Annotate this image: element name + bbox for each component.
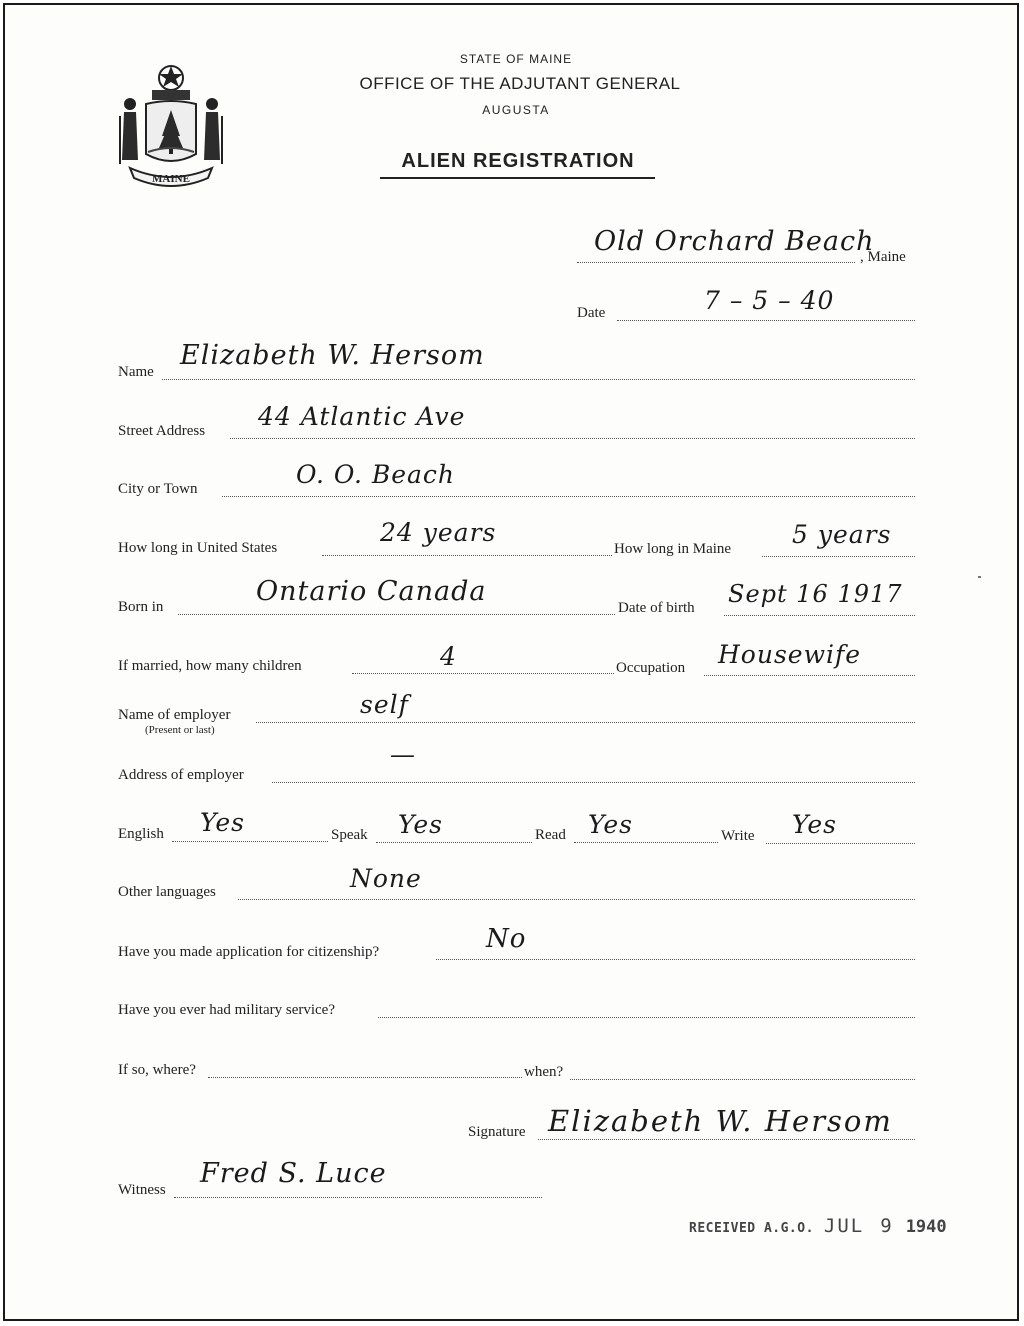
other-languages-label: Other languages — [118, 884, 216, 900]
city-label: City or Town — [118, 481, 198, 497]
title-underline — [380, 177, 655, 179]
children-field — [352, 673, 614, 674]
us-value: 24 years — [380, 518, 497, 547]
name-field — [162, 379, 915, 380]
born-value: Ontario Canada — [256, 576, 487, 607]
witness-label: Witness — [118, 1182, 166, 1198]
other-languages-field — [238, 899, 915, 900]
employer-address-value: — — [390, 740, 416, 769]
header-state: STATE OF MAINE — [459, 52, 573, 66]
occupation-label: Occupation — [616, 660, 686, 676]
stamp-received: RECEIVED A.G.O. — [689, 1221, 814, 1236]
speak-value: Yes — [398, 810, 443, 839]
read-field — [574, 842, 718, 843]
employer-value: self — [360, 690, 409, 719]
header-city: AUGUSTA — [482, 103, 550, 117]
employer-address-field — [272, 782, 915, 783]
witness-field — [174, 1197, 542, 1198]
citizenship-value: No — [486, 924, 527, 954]
maine-value: 5 years — [792, 520, 892, 549]
header-office: OFFICE OF THE ADJUTANT GENERAL — [359, 74, 681, 93]
citizenship-field — [436, 959, 915, 960]
employer-address-label: Address of employer — [118, 767, 244, 783]
street-label: Street Address — [118, 423, 206, 439]
english-label: English — [118, 826, 164, 842]
citizenship-label: Have you made application for citizenship? — [118, 944, 380, 960]
paper-speck — [978, 576, 981, 578]
stamp-day: 9 — [880, 1215, 892, 1237]
name-value: Elizabeth W. Hersom — [180, 340, 485, 371]
write-label: Write — [721, 828, 755, 844]
english-field — [172, 841, 328, 842]
where-label: If so, where? — [118, 1062, 196, 1078]
seal-banner-text: MAINE — [152, 173, 190, 185]
city-value: O. O. Beach — [296, 460, 456, 489]
speak-field — [376, 842, 532, 843]
stamp-year: 1940 — [905, 1217, 947, 1237]
employer-label: Name of employer — [118, 707, 231, 723]
speak-label: Speak — [331, 827, 368, 843]
maine-field — [762, 556, 915, 557]
write-value: Yes — [792, 810, 837, 839]
street-value: 44 Atlantic Ave — [258, 402, 466, 431]
signature-value: Elizabeth W. Hersom — [548, 1104, 893, 1138]
date-field — [617, 320, 915, 321]
place-value: Old Orchard Beach — [594, 226, 875, 257]
military-field — [378, 1017, 915, 1018]
children-label: If married, how many children — [118, 658, 302, 674]
write-field — [766, 843, 915, 844]
dob-field — [724, 615, 915, 616]
page-title: ALIEN REGISTRATION — [401, 150, 635, 172]
where-field — [208, 1077, 522, 1078]
signature-label: Signature — [468, 1124, 526, 1140]
street-field — [230, 438, 915, 439]
dob-label: Date of birth — [618, 600, 695, 616]
when-field — [570, 1079, 915, 1080]
witness-value: Fred S. Luce — [200, 1158, 387, 1189]
us-field — [322, 555, 612, 556]
employer-field — [256, 722, 915, 723]
military-label: Have you ever had military service? — [118, 1002, 335, 1018]
stamp-month: JUL — [823, 1215, 865, 1237]
other-languages-value: None — [350, 864, 422, 893]
read-value: Yes — [588, 810, 633, 839]
city-field — [222, 496, 915, 497]
born-label: Born in — [118, 599, 164, 615]
signature-field — [538, 1139, 915, 1140]
born-field — [178, 614, 615, 615]
when-label: when? — [524, 1064, 564, 1080]
employer-sublabel: (Present or last) — [145, 724, 215, 736]
received-stamp — [689, 1215, 947, 1237]
dob-value: Sept 16 1917 — [728, 580, 903, 608]
date-label: Date — [577, 305, 606, 321]
us-label: How long in United States — [118, 540, 278, 556]
place-field — [577, 262, 855, 263]
occupation-value: Housewife — [718, 640, 862, 669]
read-label: Read — [535, 827, 566, 843]
english-value: Yes — [200, 808, 245, 837]
place-suffix: , Maine — [860, 249, 906, 265]
name-label: Name — [118, 364, 154, 380]
occupation-field — [704, 675, 915, 676]
maine-label: How long in Maine — [614, 541, 732, 557]
date-value: 7 – 5 – 40 — [704, 286, 835, 315]
children-value: 4 — [440, 642, 457, 671]
